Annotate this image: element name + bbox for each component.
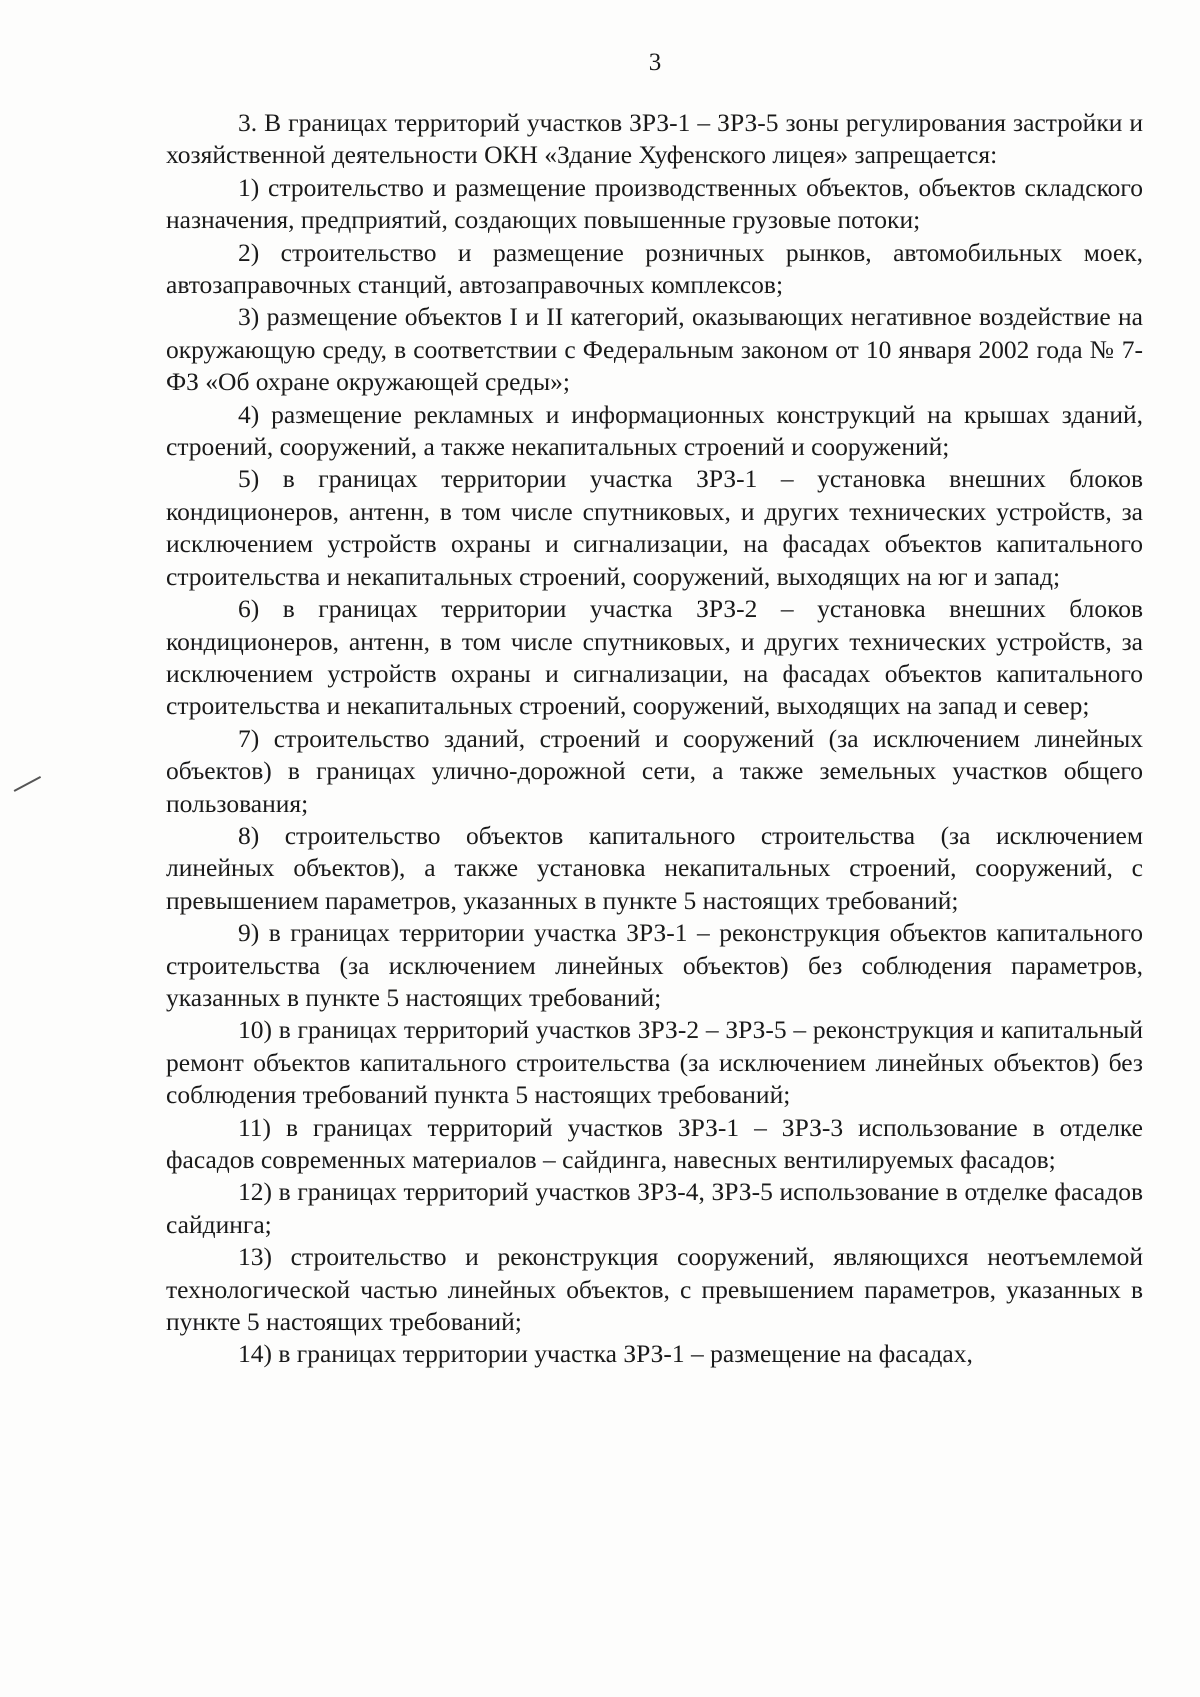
- list-item-1: 1) строительство и размещение производственных объектов, объектов складского назначения, предприятий, создающих повышенные грузовые потоки;: [166, 172, 1143, 235]
- list-item-2: 2) строительство и размещение розничных рынков, автомобильных моек, автозаправочных станций, автозаправочных комплексов;: [166, 237, 1143, 300]
- list-item-3: 3) размещение объектов I и II категорий, оказывающих негативное воздействие на окружающую среду, в соответствии с Федеральным законом от 10 января 2002 года № 7-ФЗ «Об охране окружающей среды»;: [166, 302, 1143, 397]
- list-item-5: 5) в границах территории участка ЗРЗ-1 – установка внешних блоков кондиционеров, антенн, в том числе спутниковых, и других технических устройств, за исключением устройств охраны и сигнализации, на фасадах объектов капитального строительства и некапитальных строений, сооружений, выходящих на юг и запад;: [166, 464, 1143, 591]
- list-item-12: 12) в границах территорий участков ЗРЗ-4, ЗРЗ-5 использование в отделке фасадов сайдинга;: [166, 1177, 1143, 1239]
- list-item-8: 8) строительство объектов капитального строительства (за исключением линейных объектов), а также установка некапитальных строений, сооружений, с превышением параметров, указанных в пункте 5 настоящих требований;: [166, 820, 1143, 915]
- paragraph-item-3-intro: 3. В границах территорий участков ЗРЗ-1 – ЗРЗ-5 зоны регулирования застройки и хозяйственной деятельности ОКН «Здание Хуфенского лицея» запрещается:: [166, 108, 1143, 170]
- list-item-7: 7) строительство зданий, строений и сооружений (за исключением линейных объектов) в границах улично-дорожной сети, а также земельных участков общего пользования;: [166, 723, 1143, 818]
- margin-pen-mark: [14, 776, 41, 791]
- list-item-14: 14) в границах территории участка ЗРЗ-1 – размещение на фасадах,: [238, 1339, 973, 1369]
- list-item-13: 13) строительство и реконструкция сооружений, являющихся неотъемлемой технологической частью линейных объектов, с превышением параметров, указанных в пункте 5 настоящих требований;: [166, 1242, 1143, 1337]
- list-item-6: 6) в границах территории участка ЗРЗ-2 – установка внешних блоков кондиционеров, антенн, в том числе спутниковых, и других технических устройств, за исключением устройств охраны и сигнализации, на фасадах объектов капитального строительства и некапитальных строений, сооружений, выходящих на запад и север;: [166, 594, 1143, 721]
- list-item-11: 11) в границах территорий участков ЗРЗ-1 – ЗРЗ-3 использование в отделке фасадов современных материалов – сайдинга, навесных вентилируемых фасадов;: [166, 1112, 1143, 1174]
- list-item-9: 9) в границах территории участка ЗРЗ-1 – реконструкция объектов капитального строительства (за исключением линейных объектов) без соблюдения параметров, указанных в пункте 5 настоящих требований;: [166, 918, 1143, 1012]
- page-number: 3: [648, 49, 662, 76]
- list-item-10: 10) в границах территорий участков ЗРЗ-2 – ЗРЗ-5 – реконструкция и капитальный ремонт объектов капитального строительства (за исключением линейных объектов) без соблюдения требований пункта 5 настоящих требований;: [166, 1015, 1143, 1110]
- document-body: [166, 107, 1143, 1371]
- list-item-4: 4) размещение рекламных и информационных конструкций на крышах зданий, строений, сооружений, а также некапитальных строений и сооружений;: [166, 399, 1143, 462]
